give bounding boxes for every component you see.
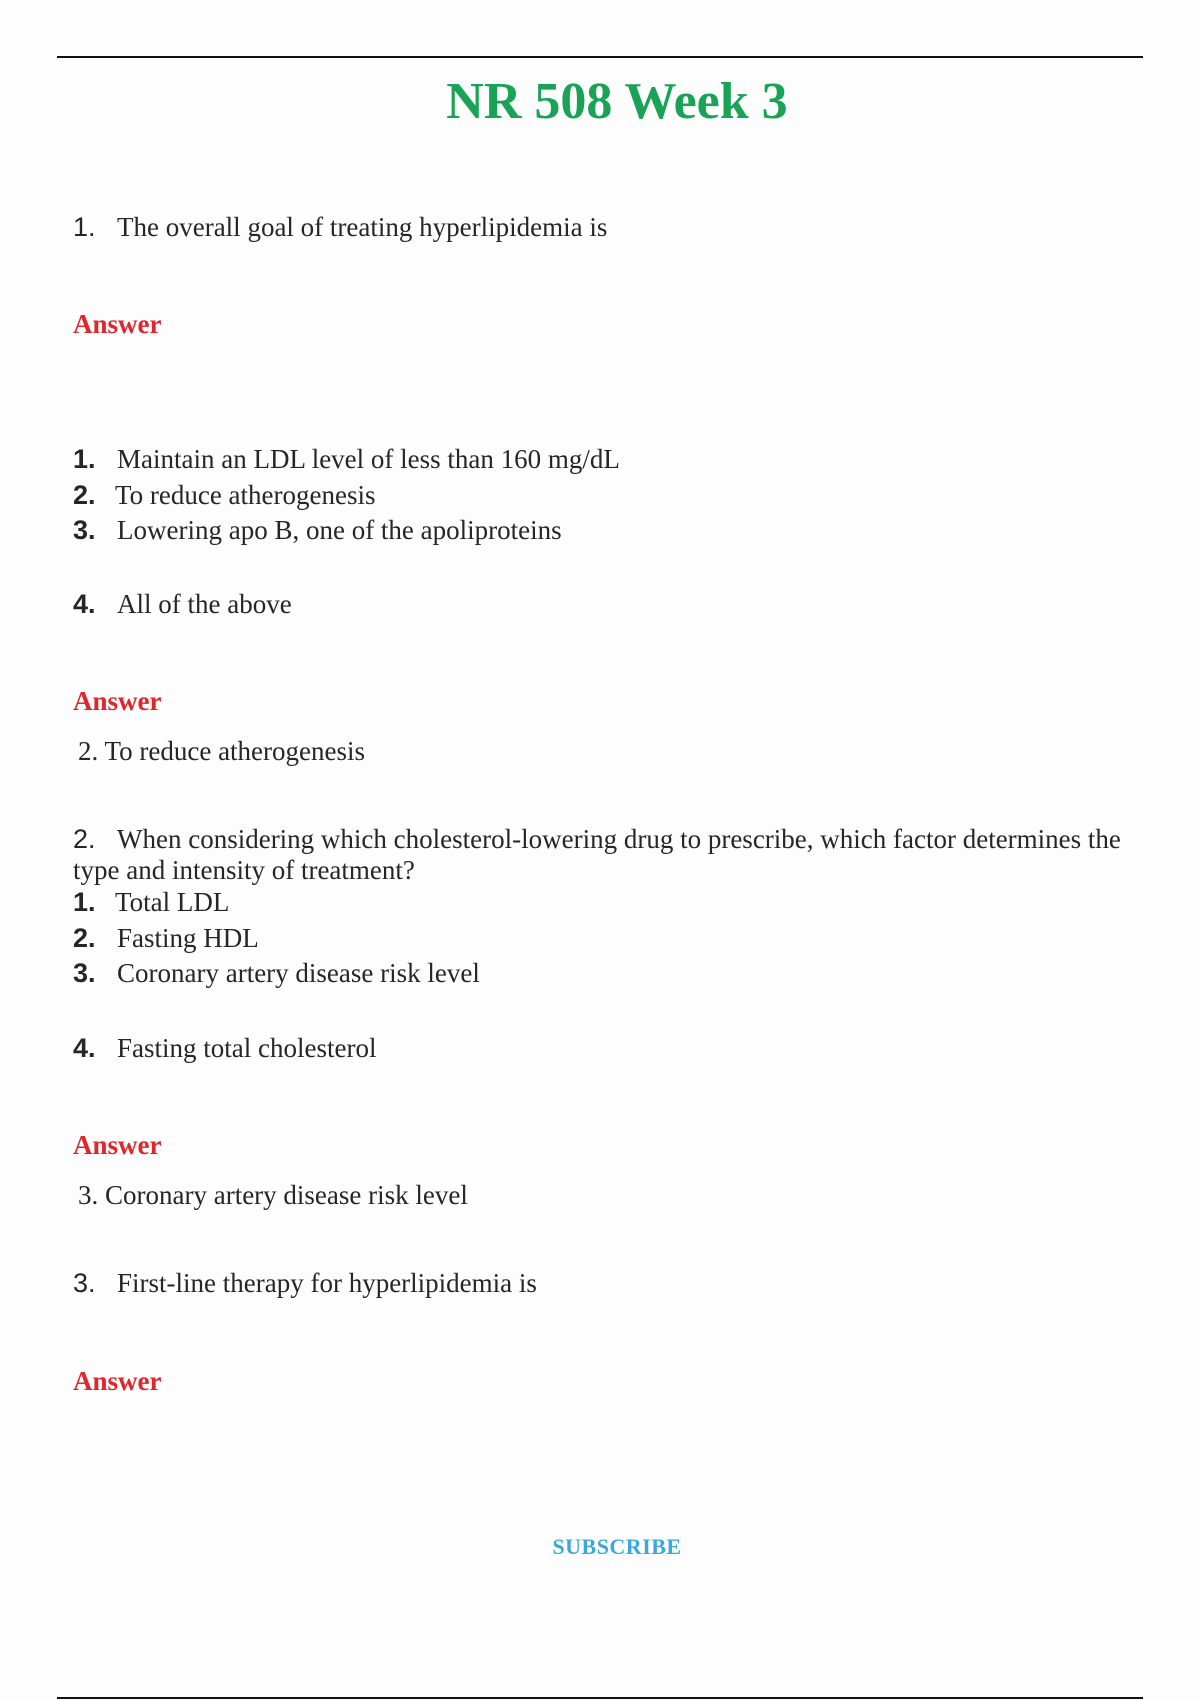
option-number: 4. [73, 589, 96, 619]
option-text: To reduce atherogenesis [115, 480, 376, 510]
option-text: Total LDL [115, 887, 230, 917]
option-number: 2. [73, 480, 96, 510]
option-number: 1. [73, 887, 96, 917]
option-text: Lowering apo B, one of the apoliproteins [117, 515, 562, 545]
answer-text: 3. Coronary artery disease risk level [78, 1180, 468, 1210]
answer-label: Answer [73, 309, 162, 339]
question-1 [73, 211, 607, 243]
answer-text: 2. To reduce atherogenesis [78, 736, 366, 766]
option-item [73, 957, 480, 989]
option-item [73, 479, 376, 511]
option-number: 4. [73, 1033, 96, 1063]
subscribe-link[interactable]: SUBSCRIBE [552, 1534, 682, 1559]
option-text: Coronary artery disease risk level [117, 958, 480, 988]
option-text: Fasting total cholesterol [117, 1033, 377, 1063]
question-number: 3. [73, 1268, 96, 1298]
option-number: 3. [73, 958, 96, 988]
option-item [73, 1032, 376, 1064]
option-item [73, 886, 229, 918]
answer-label: Answer [73, 1366, 162, 1396]
question-number: 1. [73, 212, 96, 242]
question-text: When considering which cholesterol-lowering drug to prescribe, which factor determines the type and intensity of treatment? [73, 824, 1121, 885]
question-number: 2. [73, 824, 96, 854]
option-item [73, 514, 562, 546]
question-text: First-line therapy for hyperlipidemia is [117, 1268, 537, 1298]
question-3 [73, 1267, 537, 1299]
question-2 [73, 824, 1133, 886]
option-number: 3. [73, 515, 96, 545]
option-text: Fasting HDL [117, 923, 259, 953]
option-number: 1. [73, 444, 96, 474]
answer-label: Answer [73, 1130, 162, 1160]
option-item [73, 588, 292, 620]
option-text: Maintain an LDL level of less than 160 mg/dL [117, 444, 620, 474]
option-number: 2. [73, 923, 96, 953]
answer-label: Answer [73, 686, 162, 716]
option-text: All of the above [117, 589, 292, 619]
option-item [73, 922, 259, 954]
question-text: The overall goal of treating hyperlipidemia is [117, 212, 608, 242]
bottom-rule [57, 1697, 1143, 1699]
option-item [73, 443, 620, 475]
page-title: NR 508 Week 3 [446, 73, 788, 130]
top-rule [57, 56, 1143, 58]
